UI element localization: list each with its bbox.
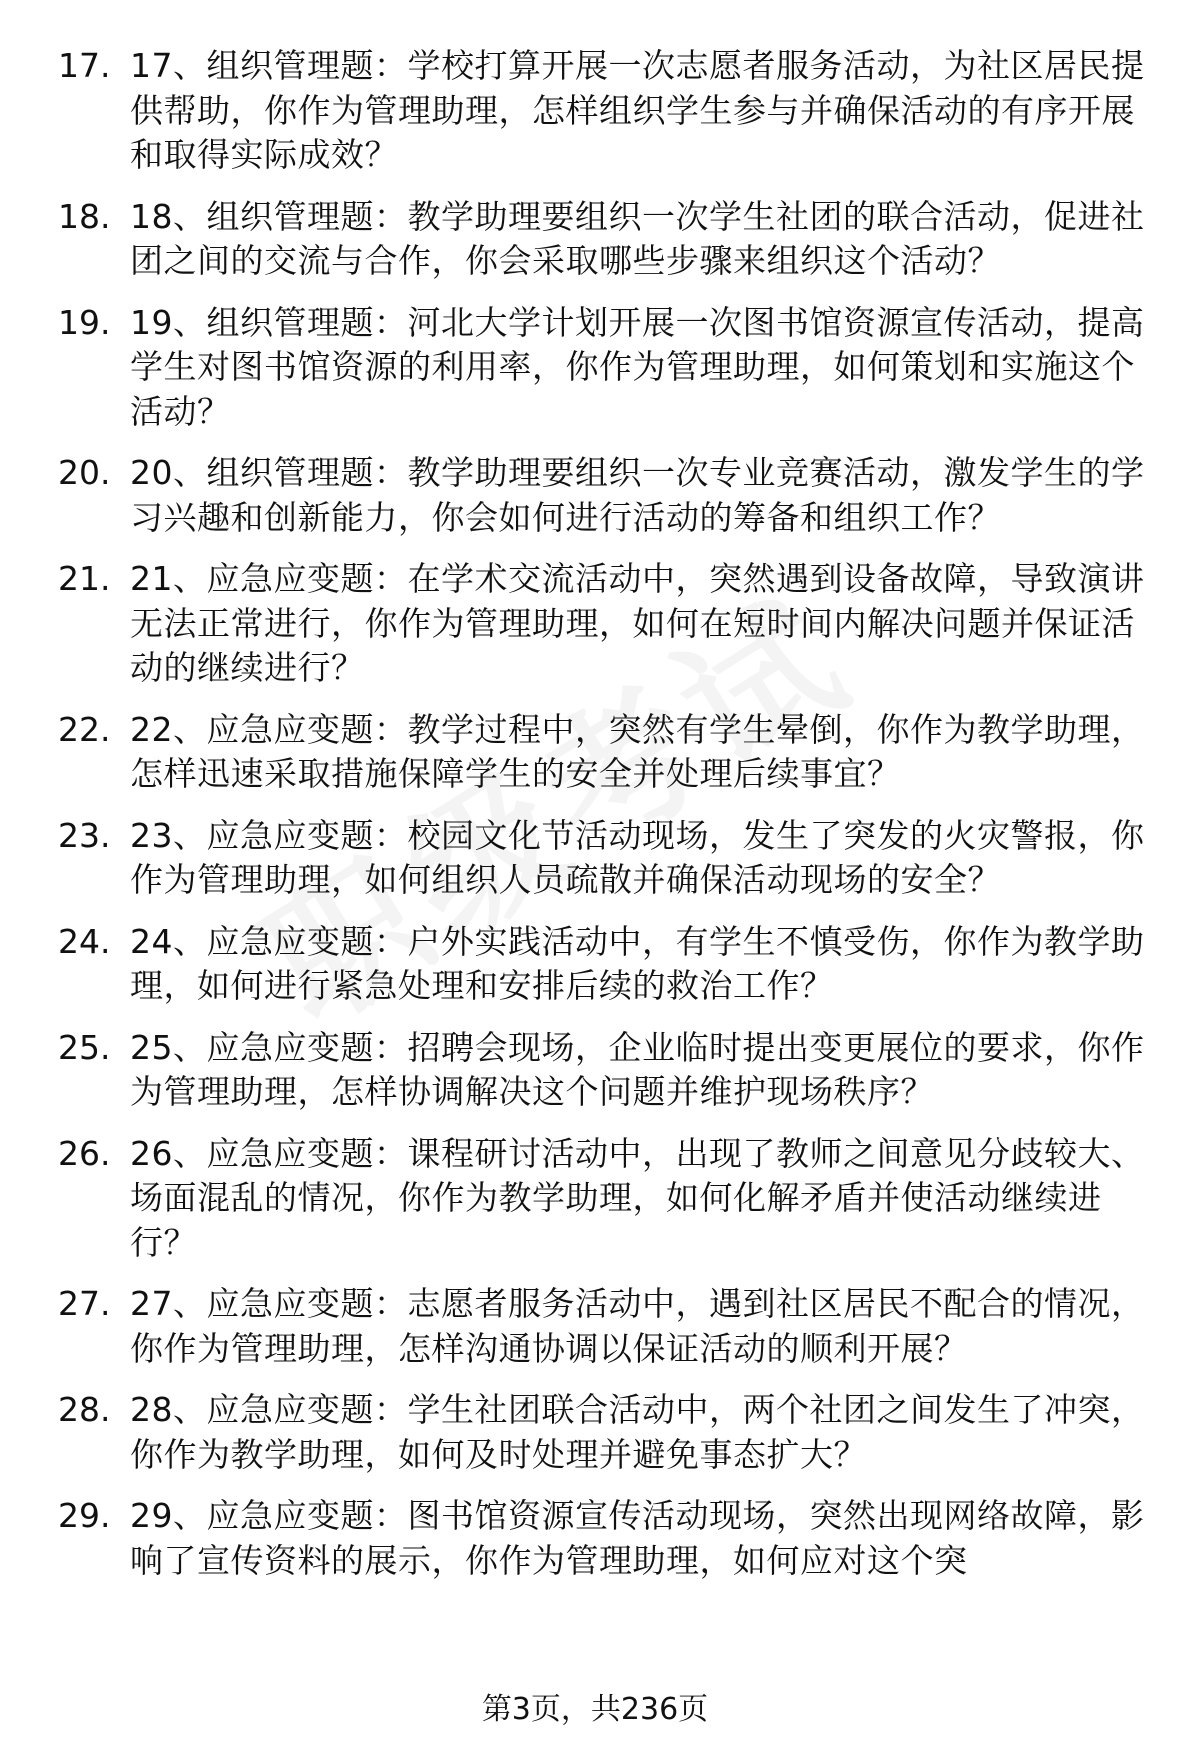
- item-text: 19、组织管理题：河北大学计划开展一次图书馆资源宣传活动，提高学生对图书馆资源的利用率，你作为管理助理，如何策划和实施这个活动？: [130, 302, 1145, 431]
- item-text: 25、应急应变题：招聘会现场，企业临时提出变更展位的要求，你作为管理助理，怎样协调解决这个问题并维护现场秩序？: [130, 1027, 1145, 1111]
- list-item: [58, 1132, 1148, 1266]
- item-number: 27.: [58, 1284, 111, 1323]
- list-item: [58, 451, 1148, 540]
- item-text: 17、组织管理题：学校打算开展一次志愿者服务活动，为社区居民提供帮助，你作为管理助理，怎样组织学生参与并确保活动的有序开展和取得实际成效？: [130, 46, 1145, 174]
- list-item: [58, 1494, 1148, 1583]
- item-text: 22、应急应变题：教学过程中，突然有学生晕倒，你作为教学助理，怎样迅速采取措施保障学生的安全并处理后续事宜？: [130, 709, 1145, 793]
- item-number: 24.: [58, 921, 111, 961]
- item-text: 27、应急应变题：志愿者服务活动中，遇到社区居民不配合的情况，你作为管理助理，怎样沟通协调以保证活动的顺利开展？: [130, 1284, 1145, 1368]
- item-number: 25.: [58, 1027, 111, 1067]
- item-number: 23.: [58, 815, 111, 855]
- item-text: 21、应急应变题：在学术交流活动中，突然遇到设备故障，导致演讲无法正常进行，你作为管理助理，如何在短时间内解决问题并保证活动的继续进行？: [130, 559, 1145, 687]
- item-text: 24、应急应变题：户外实践活动中，有学生不慎受伤，你作为教学助理，如何进行紧急处理和安排后续的救治工作？: [130, 921, 1145, 1005]
- item-text: 23、应急应变题：校园文化节活动现场，发生了突发的火灾警报，你作为管理助理，如何组织人员疏散并确保活动现场的安全？: [130, 815, 1145, 899]
- list-item: [58, 1388, 1148, 1477]
- item-number: 20.: [58, 453, 111, 492]
- item-number: 19.: [58, 302, 111, 342]
- item-text: 28、应急应变题：学生社团联合活动中，两个社团之间发生了冲突，你作为教学助理，如何及时处理并避免事态扩大？: [130, 1390, 1145, 1474]
- item-text: 20、组织管理题：教学助理要组织一次专业竞赛活动，激发学生的学习兴趣和创新能力，你会如何进行活动的筹备和组织工作？: [130, 453, 1145, 537]
- item-number: 26.: [58, 1133, 111, 1173]
- item-text: 29、应急应变题：图书馆资源宣传活动现场，突然出现网络故障，影响了宣传资料的展示，你作为管理助理，如何应对这个突: [130, 1496, 1145, 1580]
- item-number: 17.: [58, 46, 111, 85]
- list-item: [58, 708, 1148, 797]
- item-number: 21.: [58, 559, 111, 598]
- page-footer: 第3页，共236页: [481, 1692, 709, 1727]
- list-item: [58, 195, 1148, 284]
- list-item: [58, 44, 1148, 178]
- item-number: 29.: [58, 1496, 111, 1535]
- question-list: [58, 44, 1148, 1600]
- list-item: [58, 301, 1148, 435]
- item-number: 22.: [58, 709, 111, 749]
- list-item: [58, 1026, 1148, 1115]
- list-item: [58, 814, 1148, 903]
- list-item: [58, 1282, 1148, 1371]
- item-number: 28.: [58, 1390, 111, 1429]
- item-text: 18、组织管理题：教学助理要组织一次学生社团的联合活动，促进社团之间的交流与合作，你会采取哪些步骤来组织这个活动？: [130, 196, 1145, 280]
- list-item: [58, 557, 1148, 691]
- list-item: [58, 920, 1148, 1009]
- item-text: 26、应急应变题：课程研讨活动中，出现了教师之间意见分歧较大、场面混乱的情况，你作为教学助理，如何化解矛盾并使活动继续进行？: [130, 1133, 1145, 1262]
- item-number: 18.: [58, 196, 111, 236]
